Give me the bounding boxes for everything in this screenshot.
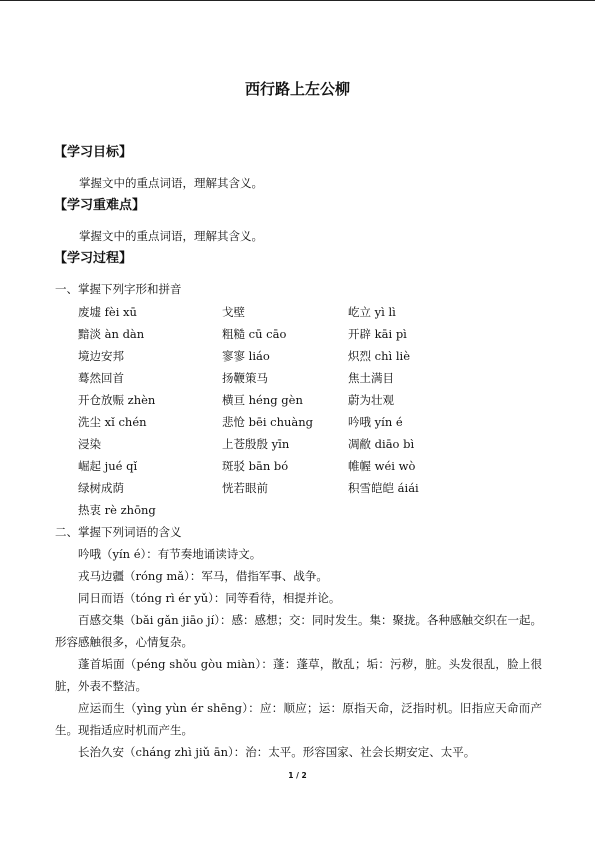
word-row bbox=[78, 499, 548, 521]
word-item: 开仓放赈 zhèn bbox=[78, 393, 156, 407]
word-row bbox=[78, 323, 548, 345]
word-row bbox=[78, 411, 548, 433]
word-item: 热衷 rè zhōng bbox=[78, 503, 156, 517]
word-item: 炽烈 chì liè bbox=[348, 349, 410, 363]
definition-list bbox=[55, 543, 542, 763]
word-pinyin-grid bbox=[78, 301, 548, 521]
word-row bbox=[78, 367, 548, 389]
word-item: 横亘 héng gèn bbox=[222, 393, 303, 407]
word-item: 恍若眼前 bbox=[222, 481, 268, 495]
word-item: 凋敝 diāo bì bbox=[348, 437, 415, 451]
word-item: 悲怆 bēi chuàng bbox=[222, 415, 314, 429]
word-item: 黯淡 àn dàn bbox=[78, 327, 145, 341]
definition-item: 长治久安（cháng zhì jiǔ ān）：治：太平。形容国家、社会长期安定、太平。 bbox=[78, 745, 476, 759]
word-row bbox=[78, 477, 548, 499]
definition-item: 戎马边疆（róng mǎ）：军马，借指军事、战争。 bbox=[78, 569, 328, 583]
goal-text: 掌握文中的重点词语，理解其含义。 bbox=[79, 176, 263, 190]
key-points-heading: 【学习重难点】 bbox=[54, 198, 146, 213]
word-item: 戈壁 bbox=[222, 305, 245, 319]
word-item: 蔚为壮观 bbox=[348, 393, 394, 407]
goal-heading: 【学习目标】 bbox=[54, 145, 133, 160]
word-row bbox=[78, 433, 548, 455]
process-heading: 【学习过程】 bbox=[54, 251, 133, 266]
word-item: 焦土满目 bbox=[348, 371, 394, 385]
word-item: 帷幄 wéi wò bbox=[348, 459, 416, 473]
word-row bbox=[78, 455, 548, 477]
part1-heading: 一、掌握下列字形和拼音 bbox=[55, 282, 182, 296]
definition-item: 蓬首垢面（péng shǒu gòu miàn）：蓬：蓬草，散乱；垢：污秽，脏。头发很乱，脸上很脏，外表不整洁。 bbox=[55, 657, 542, 693]
word-item: 寥寥 liáo bbox=[222, 349, 270, 363]
word-item: 浸染 bbox=[78, 437, 101, 451]
word-item: 废墟 fèi xū bbox=[78, 305, 137, 319]
word-item: 境边安邦 bbox=[78, 349, 124, 363]
page-number: 1 / 2 bbox=[288, 771, 307, 780]
word-row bbox=[78, 389, 548, 411]
part2-heading: 二、掌握下列词语的含义 bbox=[55, 525, 182, 539]
word-item: 积雪皑皑 áiái bbox=[348, 481, 419, 495]
key-points-text: 掌握文中的重点词语，理解其含义。 bbox=[79, 229, 263, 243]
word-row bbox=[78, 301, 548, 323]
definition-item: 同日而语（tóng rì ér yǔ）：同等看待，相提并论。 bbox=[78, 591, 341, 605]
definition-item: 百感交集（bǎi gǎn jiāo jí）：感：感想；交：同时发生。集：聚拢。各种感触交织在一起。形容感触很多，心情复杂。 bbox=[55, 613, 542, 649]
word-item: 绿树成荫 bbox=[78, 481, 124, 495]
word-item: 斑驳 bān bó bbox=[222, 459, 289, 473]
definition-item: 吟哦（yín é）：有节奏地诵读诗文。 bbox=[78, 547, 262, 561]
word-item: 洗尘 xǐ chén bbox=[78, 415, 147, 429]
definition-item: 应运而生（yìng yùn ér shēng）：应：顺应；运：原指天命，泛指时机。旧指应天命而产生。现指适应时机而产生。 bbox=[55, 701, 542, 737]
word-item: 开辟 kāi pì bbox=[348, 327, 407, 341]
word-item: 屹立 yì lì bbox=[348, 305, 396, 319]
word-item: 蓦然回首 bbox=[78, 371, 124, 385]
word-item: 上苍殷殷 yīn bbox=[222, 437, 290, 451]
word-item: 粗糙 cū cāo bbox=[222, 327, 287, 341]
word-row bbox=[78, 345, 548, 367]
word-item: 扬鞭策马 bbox=[222, 371, 268, 385]
word-item: 崛起 jué qǐ bbox=[78, 459, 138, 473]
word-item: 吟哦 yín é bbox=[348, 415, 403, 429]
page-title: 西行路上左公柳 bbox=[244, 80, 350, 98]
